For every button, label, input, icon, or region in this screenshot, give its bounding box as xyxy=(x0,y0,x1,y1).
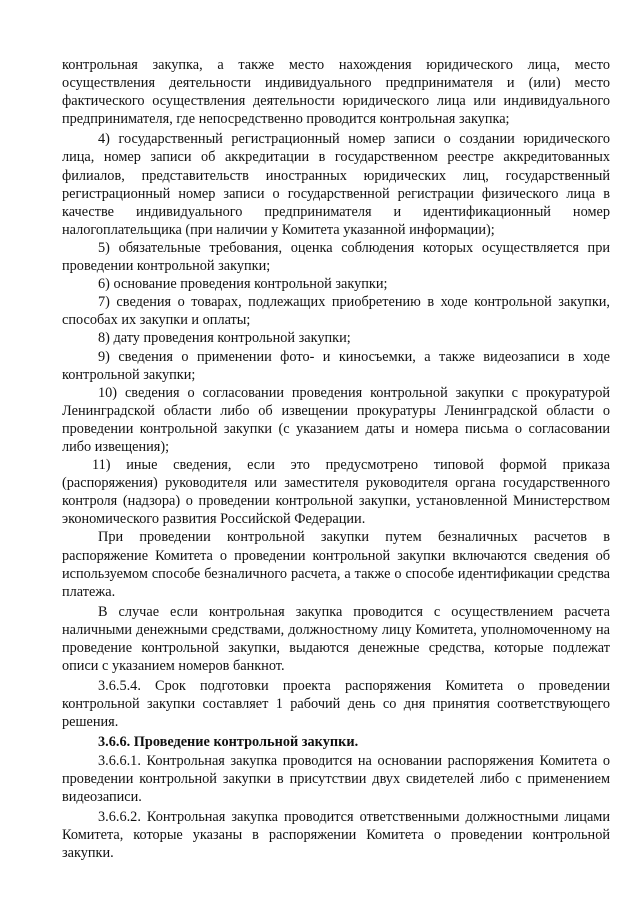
paragraph-item-10: 10) сведения о согласовании проведения контрольной закупки с прокуратурой Ленинградской области либо об извещении прокуратуры Ленинградской области о проведении контрольной закупки (с указанием даты и номера письма о согласовании либо извещения); xyxy=(62,384,610,455)
paragraph-item-5: 5) обязательные требования, оценка соблюдения которых осуществляется при проведении контрольной закупки; xyxy=(62,239,610,275)
paragraph-3-6-6-2: 3.6.6.2. Контрольная закупка проводится ответственными должностными лицами Комитета, которые указаны в распоряжении Комитета о проведении контрольной закупки. xyxy=(62,808,610,862)
section-heading-3-6-6: 3.6.6. Проведение контрольной закупки. xyxy=(98,734,359,751)
paragraph-continuation: контрольная закупка, а также место нахождения юридического лица, место осуществления деятельности индивидуального предпринимателя и (или) место фактического осуществления деятельности юридического лица или индивидуального предпринимателя, где непосредственно проводится контрольная закупка; xyxy=(62,57,610,128)
paragraph-item-8: 8) дату проведения контрольной закупки; xyxy=(98,330,351,347)
paragraph-3-6-6-1: 3.6.6.1. Контрольная закупка проводится на основании распоряжения Комитета о проведении контрольной закупки в присутствии двух свидетелей либо с применением видеозаписи. xyxy=(62,752,610,805)
paragraph-cashless-payment: При проведении контрольной закупки путем безналичных расчетов в распоряжение Комитета о проведении контрольной закупки включаются сведения об используемом способе безналичного расчета, а также о способе идентификации средства платежа. xyxy=(62,529,610,600)
paragraph-3-6-5-4: 3.6.5.4. Срок подготовки проекта распоряжения Комитета о проведении контрольной закупки составляет 1 рабочий день со дня принятия соответствующего решения. xyxy=(62,678,610,731)
paragraph-item-7: 7) сведения о товарах, подлежащих приобретению в ходе контрольной закупки, способах их закупки и оплаты; xyxy=(62,294,610,329)
paragraph-item-9: 9) сведения о применении фото- и киносъемки, а также видеозаписи в ходе контрольной закупки; xyxy=(62,348,610,383)
paragraph-item-4: 4) государственный регистрационный номер записи о создании юридического лица, номер записи об аккредитации в государственном реестре аккредитованных филиалов, представительств иностранных юридических лиц, государственный регистрационный номер записи о государственной регистрации физического лица в качестве индивидуального предпринимателя и идентификационный номер налогоплательщика (при наличии у Комитета указанной информации); xyxy=(62,131,610,238)
paragraph-item-11: 11) иные сведения, если это предусмотрено типовой формой приказа (распоряжения) руководителя или заместителя руководителя органа государственного контроля (надзора) о проведении контрольной закупки, установленной Министерством экономического развития Российской Федерации. xyxy=(62,457,610,528)
paragraph-item-6: 6) основание проведения контрольной закупки; xyxy=(98,276,388,293)
paragraph-cash-payment: В случае если контрольная закупка проводится с осуществлением расчета наличными денежными средствами, должностному лицу Комитета, уполномоченному на проведение контрольной закупки, выдаются денежные средства, которые подлежат описи с указанием номеров банкнот. xyxy=(62,603,610,675)
document-page xyxy=(62,56,610,862)
